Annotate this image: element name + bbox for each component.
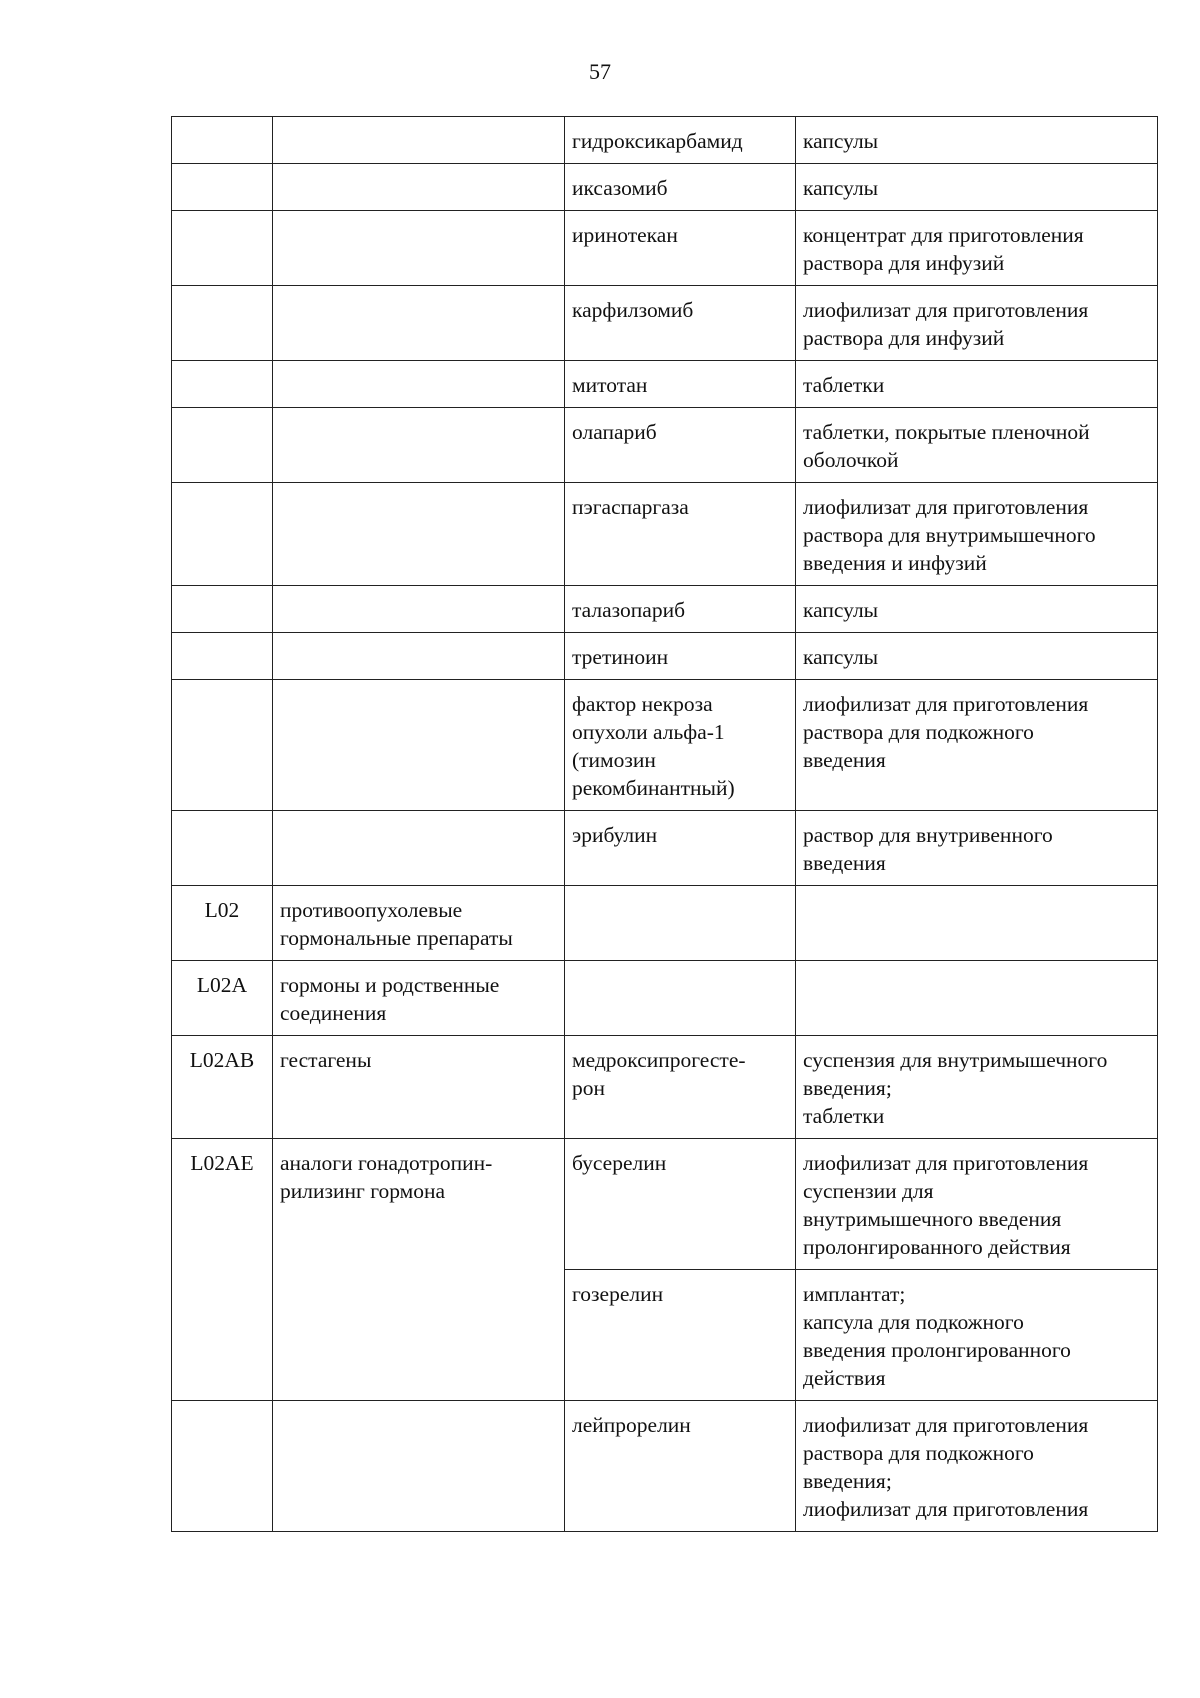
atc-code-cell — [172, 117, 273, 164]
table-row — [172, 1139, 1158, 1270]
drug-name-cell: митотан — [565, 361, 796, 408]
dosage-form-cell: таблетки, покрытые пленочной оболочкой — [796, 408, 1158, 483]
atc-code-cell — [172, 361, 273, 408]
table-row — [172, 117, 1158, 164]
drug-name-cell: третиноин — [565, 633, 796, 680]
atc-code-cell — [172, 211, 273, 286]
atc-group-cell — [273, 483, 565, 586]
dosage-form-cell: лиофилизат для приготовления раствора для подкожного введения — [796, 680, 1158, 811]
drug-name-cell: карфилзомиб — [565, 286, 796, 361]
dosage-form-cell: капсулы — [796, 586, 1158, 633]
atc-code-cell — [172, 586, 273, 633]
atc-group-cell — [273, 117, 565, 164]
atc-code-cell — [172, 483, 273, 586]
dosage-form-cell: лиофилизат для приготовления раствора для инфузий — [796, 286, 1158, 361]
drug-name-cell: гозерелин — [565, 1270, 796, 1401]
atc-code-cell — [172, 811, 273, 886]
atc-code-cell — [172, 680, 273, 811]
table-row — [172, 408, 1158, 483]
dosage-form-cell: суспензия для внутримышечного введения; таблетки — [796, 1036, 1158, 1139]
atc-group-cell — [273, 211, 565, 286]
dosage-form-cell: лиофилизат для приготовления раствора для внутримышечного введения и инфузий — [796, 483, 1158, 586]
table-row — [172, 961, 1158, 1036]
dosage-form-cell — [796, 961, 1158, 1036]
atc-code-cell — [172, 1401, 273, 1532]
atc-group-cell — [273, 633, 565, 680]
atc-code-cell — [172, 164, 273, 211]
atc-group-cell — [273, 361, 565, 408]
atc-code-cell: L02A — [172, 961, 273, 1036]
drug-name-cell: фактор некроза опухоли альфа-1 (тимозин рекомбинантный) — [565, 680, 796, 811]
table-row — [172, 211, 1158, 286]
drug-name-cell: бусерелин — [565, 1139, 796, 1270]
dosage-form-cell: раствор для внутривенного введения — [796, 811, 1158, 886]
drug-name-cell — [565, 961, 796, 1036]
drug-name-cell: пэгаспаргаза — [565, 483, 796, 586]
dosage-form-cell: капсулы — [796, 164, 1158, 211]
table-row — [172, 164, 1158, 211]
atc-group-cell: гормоны и родственные соединения — [273, 961, 565, 1036]
table-row — [172, 1036, 1158, 1139]
table-row — [172, 286, 1158, 361]
drug-name-cell — [565, 886, 796, 961]
atc-group-cell — [273, 1401, 565, 1532]
atc-group-cell — [273, 408, 565, 483]
drug-name-cell: гидроксикарбамид — [565, 117, 796, 164]
atc-code-cell: L02 — [172, 886, 273, 961]
page-number: 57 — [589, 59, 611, 84]
table-row — [172, 633, 1158, 680]
atc-code-cell — [172, 286, 273, 361]
drug-name-cell: эрибулин — [565, 811, 796, 886]
table-row — [172, 1401, 1158, 1532]
drug-name-cell: олапариб — [565, 408, 796, 483]
drug-name-cell: медроксипрогесте- рон — [565, 1036, 796, 1139]
dosage-form-cell: имплантат; капсула для подкожного введения пролонгированного действия — [796, 1270, 1158, 1401]
atc-group-cell — [273, 811, 565, 886]
drug-table — [171, 116, 1158, 1532]
dosage-form-cell — [796, 886, 1158, 961]
atc-code-cell — [172, 633, 273, 680]
dosage-form-cell: лиофилизат для приготовления суспензии для внутримышечного введения пролонгированного действия — [796, 1139, 1158, 1270]
table-row — [172, 586, 1158, 633]
atc-group-cell: гестагены — [273, 1036, 565, 1139]
atc-code-cell — [172, 408, 273, 483]
table-row — [172, 680, 1158, 811]
atc-group-cell: противоопухолевые гормональные препараты — [273, 886, 565, 961]
atc-group-cell — [273, 164, 565, 211]
table-row — [172, 811, 1158, 886]
atc-group-cell — [273, 286, 565, 361]
dosage-form-cell: лиофилизат для приготовления раствора для подкожного введения; лиофилизат для приготовления — [796, 1401, 1158, 1532]
atc-group-cell: аналоги гонадотропин- рилизинг гормона — [273, 1139, 565, 1401]
drug-name-cell: иринотекан — [565, 211, 796, 286]
table-row — [172, 361, 1158, 408]
drug-name-cell: лейпрорелин — [565, 1401, 796, 1532]
atc-group-cell — [273, 680, 565, 811]
atc-group-cell — [273, 586, 565, 633]
drug-name-cell: иксазомиб — [565, 164, 796, 211]
dosage-form-cell: таблетки — [796, 361, 1158, 408]
drug-name-cell: талазопариб — [565, 586, 796, 633]
table-row — [172, 886, 1158, 961]
dosage-form-cell: капсулы — [796, 633, 1158, 680]
table-row — [172, 483, 1158, 586]
atc-code-cell: L02AB — [172, 1036, 273, 1139]
dosage-form-cell: капсулы — [796, 117, 1158, 164]
atc-code-cell: L02AE — [172, 1139, 273, 1401]
dosage-form-cell: концентрат для приготовления раствора для инфузий — [796, 211, 1158, 286]
